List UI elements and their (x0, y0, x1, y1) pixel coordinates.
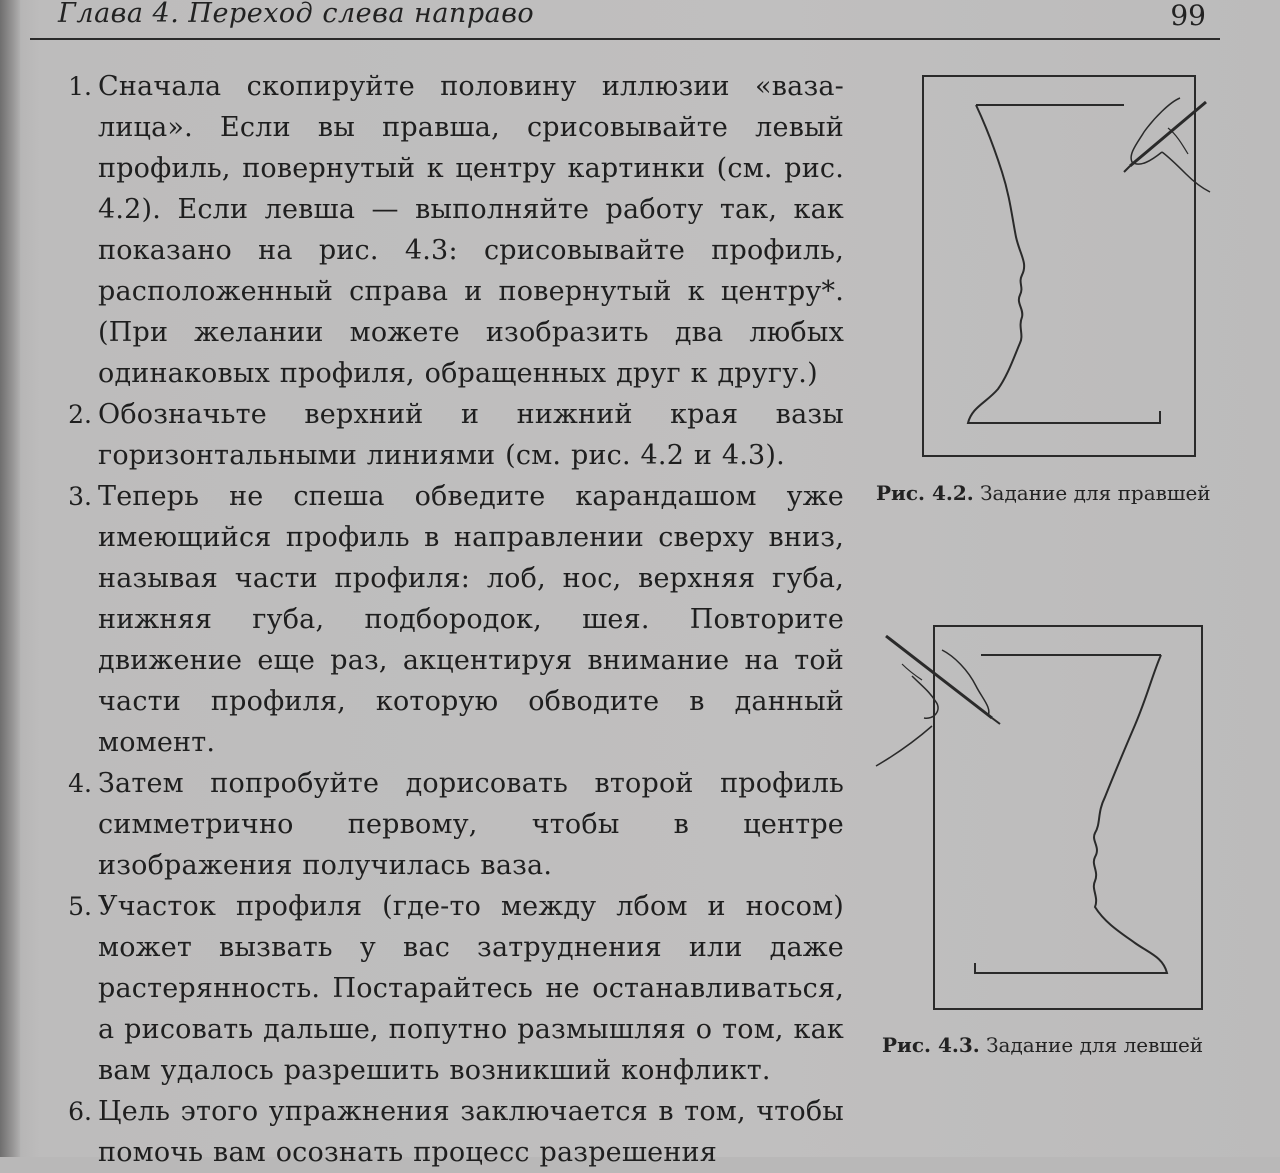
list-item (54, 394, 844, 476)
running-head: Глава 4. Переход слева направо (58, 0, 535, 29)
hand-pencil-icon (1110, 88, 1220, 198)
list-item (54, 66, 844, 394)
book-spine (0, 0, 20, 1157)
item-text: Цель этого упражнения заключается в том, чтобы помочь вам осознать процесс разрешения (98, 1096, 844, 1168)
list-item (54, 763, 844, 886)
item-text: Участок профиля (где-то между лбом и носом) может вызвать у вас затруднения или даже растерянность. Постарайтесь не останавливаться, а рисовать дальше, попутно размышляя о том, как вам удалось разрешить возникший конфликт. (98, 891, 844, 1086)
list-item (54, 886, 844, 1091)
list-item (54, 476, 844, 763)
item-number: 3. (68, 482, 92, 511)
item-number: 4. (68, 769, 92, 798)
figure-label: Рис. 4.2. (876, 481, 974, 505)
figure-caption-text: Задание для правшей (980, 481, 1211, 505)
page-header (30, 0, 1220, 40)
figure-caption (882, 1032, 1222, 1058)
item-number: 2. (68, 400, 92, 429)
item-number: 6. (68, 1097, 92, 1126)
item-number: 1. (68, 72, 92, 101)
item-text: Теперь не спеша обведите карандашом уже имеющийся профиль в направлении сверху вниз, называя части профиля: лоб, нос, верхняя губа, нижняя губа, подбородок, шея. Повторите движение еще раз, акцентируя внимание на той части профиля, которую обводите в данный момент. (98, 481, 844, 758)
hand-pencil-icon (872, 626, 1012, 776)
figure-caption (876, 480, 1216, 506)
instruction-list (54, 66, 844, 1173)
item-text: Затем попробуйте дорисовать второй профиль симметрично первому, чтобы в центре изображения получилась ваза. (98, 768, 844, 881)
item-text: Обозначьте верхний и нижний края вазы горизонтальными линиями (см. рис. 4.2 и 4.3). (98, 399, 844, 471)
item-text: Сначала скопируйте половину иллюзии «ваза-лица». Если вы правша, срисовывайте левый профиль, повернутый к центру картинки (см. рис. 4.2). Если левша — выполняйте работу так, как показано на рис. 4.3: срисовывайте профиль, расположенный справа и повернутый к центру*. (При желании можете изобразить два любых одинаковых профиля, обращенных друг к другу.) (98, 71, 844, 389)
item-number: 5. (68, 892, 92, 921)
figure-caption-text: Задание для левшей (986, 1033, 1204, 1057)
page-number: 99 (1170, 0, 1206, 32)
list-item (54, 1091, 844, 1173)
figure-label: Рис. 4.3. (882, 1033, 980, 1057)
